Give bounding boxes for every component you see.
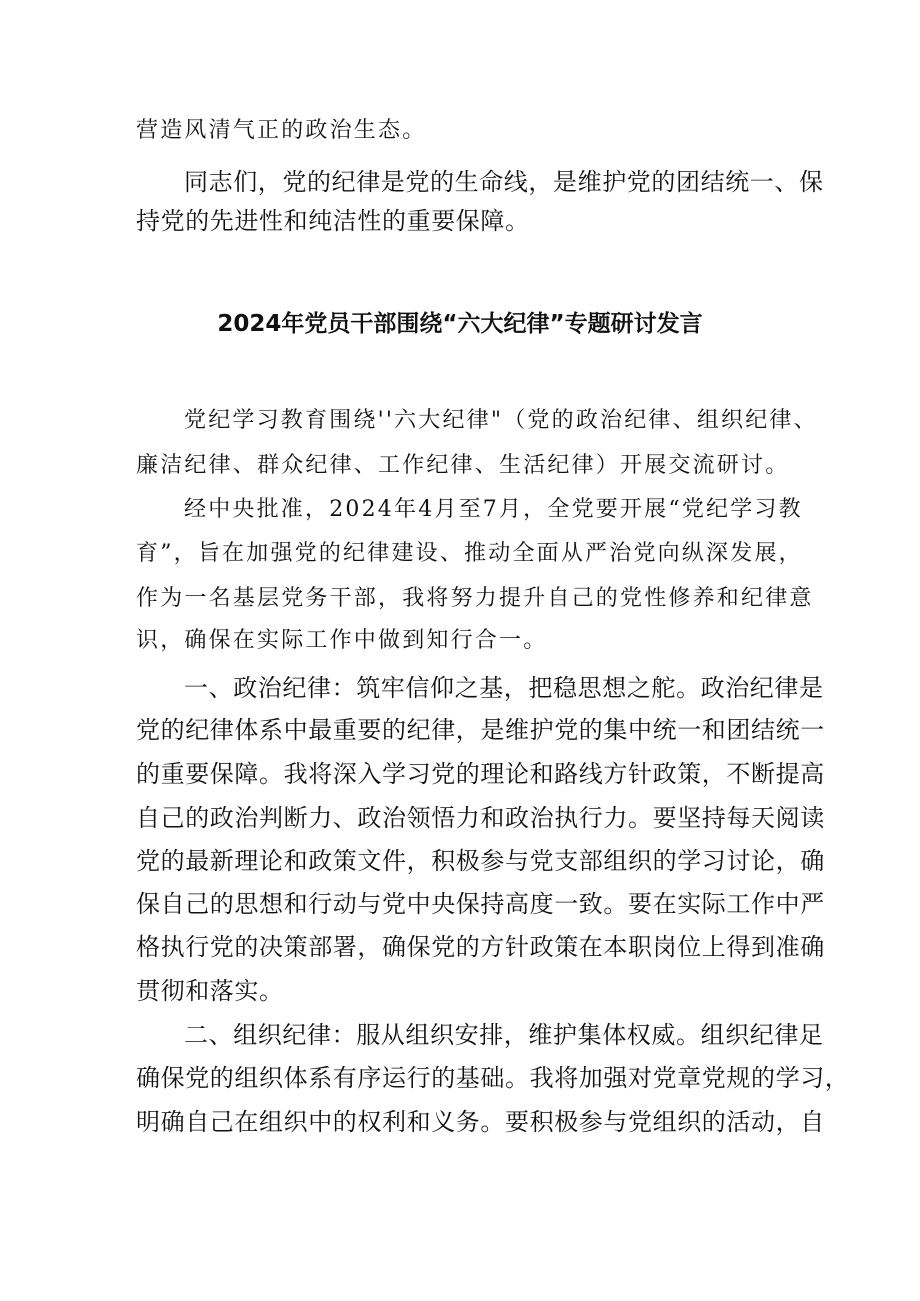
paragraph-line: 识，确保在实际工作中做到知行合一。 xyxy=(136,628,548,653)
paragraph-line: 贯彻和落实。 xyxy=(136,977,284,1005)
paragraph-line: 同志们，党的纪律是党的生命线，是维护党的团结统一、保 xyxy=(184,168,824,196)
paragraph-line: 保自己的思想和行动与党中央保持高度一致。要在实际工作中严 xyxy=(136,890,825,918)
paragraph-line: 格执行党的决策部署，确保党的方针政策在本职岗位上得到准确 xyxy=(136,933,825,961)
paragraph-line: 的重要保障。我将深入学习党的理论和路线方针政策，不断提高 xyxy=(136,760,825,788)
paragraph-line: 党的纪律体系中最重要的纪律，是维护党的集中统一和团结统一 xyxy=(136,716,825,744)
paragraph-line: 党的最新理论和政策文件，积极参与党支部组织的学习讨论，确 xyxy=(136,847,825,875)
paragraph-line: 二、组织纪律：服从组织安排，维护集体权威。组织纪律足 xyxy=(184,1021,824,1049)
paragraph-line: 经中央批准，2024年4月至7月，全党要开展“党纪学习教 xyxy=(184,497,803,522)
paragraph-line: 营造风清气正的政治生态。 xyxy=(136,118,427,143)
paragraph-line: 自己的政治判断力、政治领悟力和政治执行力。要坚持每天阅读 xyxy=(136,804,825,832)
paragraph-line: 党纪学习教育围绕''六大纪律"（党的政治纪律、组织纪律、 xyxy=(184,408,818,433)
paragraph-line: 育”，旨在加强党的纪律建设、推动全面从严治党向纵深发展， xyxy=(136,541,803,566)
paragraph-line: 一、政治纪律：筑牢信仰之基，把稳思想之舵。政治纪律是 xyxy=(184,674,824,702)
paragraph-line: 持党的先进性和纯洁性的重要保障。 xyxy=(136,207,530,235)
paragraph-line: 廉洁纪律、群众纪律、工作纪律、生活纪律）开展交流研讨。 xyxy=(136,453,790,478)
paragraph-line: 明确自己在组织中的权利和义务。要积极参与党组织的活动，自 xyxy=(136,1108,825,1136)
paragraph-line: 作为一名基层党务干部，我将努力提升自己的党性修养和纪律意 xyxy=(136,586,814,611)
document-title: 2024年党员干部围绕“六大纪律”专题研讨发言 xyxy=(217,311,703,337)
paragraph-line: 确保党的组织体系有序运行的基础。我将加强对党章党规的学习， xyxy=(136,1064,850,1092)
